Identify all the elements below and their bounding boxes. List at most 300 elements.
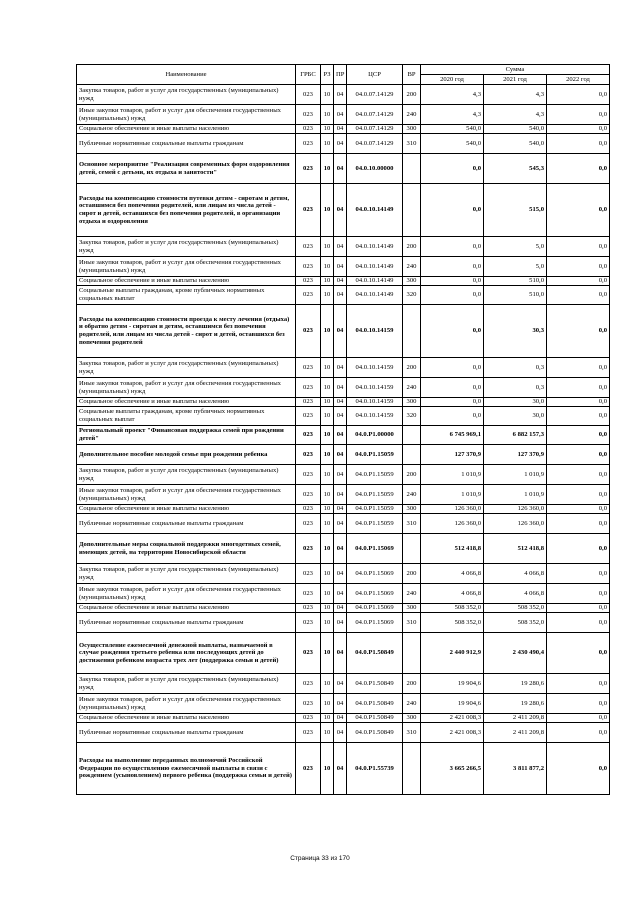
row-rz: 10 — [321, 378, 334, 398]
row-grbs: 023 — [296, 378, 321, 398]
row-vr: 200 — [403, 564, 421, 584]
row-amount-2022: 0,0 — [547, 584, 610, 604]
row-amount-2020: 2 421 008,3 — [421, 714, 484, 723]
header-sum: Сумма — [421, 65, 610, 75]
row-amount-2022: 0,0 — [547, 237, 610, 257]
table-row — [77, 257, 610, 277]
row-amount-2022: 0,0 — [547, 465, 610, 485]
table-row — [77, 305, 610, 358]
row-vr: 300 — [403, 125, 421, 134]
row-vr: 200 — [403, 674, 421, 694]
row-amount-2020: 508 352,0 — [421, 604, 484, 613]
row-grbs: 023 — [296, 257, 321, 277]
row-rz: 10 — [321, 445, 334, 465]
row-amount-2022: 0,0 — [547, 257, 610, 277]
row-amount-2020: 126 360,0 — [421, 505, 484, 514]
row-pr: 04 — [334, 257, 347, 277]
row-rz: 10 — [321, 604, 334, 613]
row-amount-2020: 0,0 — [421, 184, 484, 237]
row-grbs: 023 — [296, 485, 321, 505]
row-name: Социальное обеспечение и иные выплаты населению — [77, 277, 296, 286]
row-amount-2021: 127 370,9 — [484, 445, 547, 465]
row-amount-2020: 540,0 — [421, 125, 484, 134]
row-amount-2021: 19 280,6 — [484, 694, 547, 714]
row-name: Закупка товаров, работ и услуг для государственных (муниципальных) нужд — [77, 465, 296, 485]
table-row — [77, 723, 610, 743]
table-body — [77, 85, 610, 795]
row-amount-2021: 6 882 157,3 — [484, 426, 547, 445]
row-csr: 04.0.P1.15059 — [347, 514, 403, 534]
row-amount-2022: 0,0 — [547, 514, 610, 534]
row-grbs: 023 — [296, 465, 321, 485]
row-name: Закупка товаров, работ и услуг для государственных (муниципальных) нужд — [77, 237, 296, 257]
header-year-2022: 2022 год — [547, 75, 610, 85]
row-amount-2022: 0,0 — [547, 694, 610, 714]
row-csr: 04.0.07.14129 — [347, 125, 403, 134]
row-amount-2021: 512 418,8 — [484, 534, 547, 564]
table-row — [77, 564, 610, 584]
table-row — [77, 358, 610, 378]
row-vr: 240 — [403, 105, 421, 125]
row-vr — [403, 743, 421, 795]
row-amount-2022: 0,0 — [547, 426, 610, 445]
row-vr: 300 — [403, 604, 421, 613]
row-amount-2022: 0,0 — [547, 534, 610, 564]
row-pr: 04 — [334, 674, 347, 694]
row-name: Расходы на компенсацию стоимости путевки детям - сиротам и детям, оставшимся без попечения родителей, или лицам из числа детей - сирот и детей, оставшихся без попечения родителей, в организации отдыха и оздоровления — [77, 184, 296, 237]
row-amount-2020: 4,3 — [421, 105, 484, 125]
row-amount-2020: 0,0 — [421, 358, 484, 378]
row-amount-2021: 30,0 — [484, 398, 547, 407]
row-amount-2022: 0,0 — [547, 85, 610, 105]
row-pr: 04 — [334, 445, 347, 465]
row-csr: 04.0.10.14159 — [347, 378, 403, 398]
row-rz: 10 — [321, 305, 334, 358]
row-vr: 300 — [403, 505, 421, 514]
table-row — [77, 286, 610, 305]
table-row — [77, 465, 610, 485]
table-row — [77, 398, 610, 407]
row-csr: 04.0.P1.15069 — [347, 564, 403, 584]
row-amount-2021: 5,0 — [484, 237, 547, 257]
row-grbs: 023 — [296, 305, 321, 358]
row-pr: 04 — [334, 633, 347, 674]
row-pr: 04 — [334, 237, 347, 257]
row-rz: 10 — [321, 714, 334, 723]
row-vr — [403, 445, 421, 465]
row-amount-2021: 540,0 — [484, 134, 547, 154]
row-amount-2022: 0,0 — [547, 723, 610, 743]
row-csr: 04.0.P1.50849 — [347, 633, 403, 674]
table-row — [77, 125, 610, 134]
row-vr: 310 — [403, 613, 421, 633]
row-grbs: 023 — [296, 445, 321, 465]
row-name: Расходы на выполнение переданных полномочий Российской Федерации по осуществлению ежемесячной выплаты в связи с рождением (усыновлением) первого ребенка (поддержка семьи и детей) — [77, 743, 296, 795]
row-rz: 10 — [321, 134, 334, 154]
row-amount-2022: 0,0 — [547, 134, 610, 154]
row-csr: 04.0.10.14149 — [347, 237, 403, 257]
table-row — [77, 694, 610, 714]
row-amount-2020: 2 421 008,3 — [421, 723, 484, 743]
row-grbs: 023 — [296, 604, 321, 613]
row-vr: 310 — [403, 134, 421, 154]
row-csr: 04.0.P1.50849 — [347, 694, 403, 714]
row-grbs: 023 — [296, 184, 321, 237]
row-amount-2022: 0,0 — [547, 613, 610, 633]
row-name: Иные закупки товаров, работ и услуг для обеспечения государственных (муниципальных) нужд — [77, 105, 296, 125]
header-year-2021: 2021 год — [484, 75, 547, 85]
row-amount-2021: 1 010,9 — [484, 485, 547, 505]
table-row — [77, 674, 610, 694]
row-rz: 10 — [321, 674, 334, 694]
row-name: Иные закупки товаров, работ и услуг для обеспечения государственных (муниципальных) нужд — [77, 694, 296, 714]
row-grbs: 023 — [296, 358, 321, 378]
table-row — [77, 613, 610, 633]
row-name: Иные закупки товаров, работ и услуг для обеспечения государственных (муниципальных) нужд — [77, 378, 296, 398]
row-amount-2022: 0,0 — [547, 485, 610, 505]
row-pr: 04 — [334, 277, 347, 286]
table-row — [77, 407, 610, 426]
row-rz: 10 — [321, 584, 334, 604]
row-pr: 04 — [334, 465, 347, 485]
row-amount-2021: 5,0 — [484, 257, 547, 277]
row-vr: 240 — [403, 485, 421, 505]
row-amount-2020: 4 066,8 — [421, 564, 484, 584]
row-vr: 240 — [403, 257, 421, 277]
row-rz: 10 — [321, 154, 334, 184]
row-grbs: 023 — [296, 584, 321, 604]
row-csr: 04.0.P1.15069 — [347, 604, 403, 613]
row-vr — [403, 184, 421, 237]
row-grbs: 023 — [296, 125, 321, 134]
table-row — [77, 426, 610, 445]
row-pr: 04 — [334, 105, 347, 125]
row-csr: 04.0.10.14149 — [347, 184, 403, 237]
row-pr: 04 — [334, 723, 347, 743]
row-amount-2021: 0,3 — [484, 358, 547, 378]
row-vr: 310 — [403, 514, 421, 534]
table-row — [77, 445, 610, 465]
row-amount-2022: 0,0 — [547, 378, 610, 398]
row-rz: 10 — [321, 286, 334, 305]
row-amount-2020: 512 418,8 — [421, 534, 484, 564]
row-grbs: 023 — [296, 714, 321, 723]
row-csr: 04.0.P1.50849 — [347, 714, 403, 723]
row-rz: 10 — [321, 358, 334, 378]
row-csr: 04.0.P1.50849 — [347, 723, 403, 743]
row-csr: 04.0.P1.55739 — [347, 743, 403, 795]
row-grbs: 023 — [296, 398, 321, 407]
row-amount-2022: 0,0 — [547, 445, 610, 465]
row-grbs: 023 — [296, 723, 321, 743]
row-amount-2020: 126 360,0 — [421, 514, 484, 534]
row-pr: 04 — [334, 714, 347, 723]
row-pr: 04 — [334, 743, 347, 795]
row-pr: 04 — [334, 514, 347, 534]
row-amount-2021: 2 411 209,8 — [484, 723, 547, 743]
row-amount-2022: 0,0 — [547, 714, 610, 723]
row-amount-2020: 2 440 912,9 — [421, 633, 484, 674]
row-amount-2020: 0,0 — [421, 407, 484, 426]
row-amount-2021: 19 280,6 — [484, 674, 547, 694]
row-csr: 04.0.P1.15059 — [347, 445, 403, 465]
row-amount-2021: 126 360,0 — [484, 505, 547, 514]
row-grbs: 023 — [296, 426, 321, 445]
table-row — [77, 184, 610, 237]
row-amount-2020: 19 904,6 — [421, 674, 484, 694]
table-row — [77, 154, 610, 184]
row-amount-2020: 0,0 — [421, 237, 484, 257]
row-rz: 10 — [321, 514, 334, 534]
row-csr: 04.0.P1.15059 — [347, 505, 403, 514]
row-rz: 10 — [321, 564, 334, 584]
row-amount-2021: 510,0 — [484, 277, 547, 286]
row-rz: 10 — [321, 398, 334, 407]
row-vr: 200 — [403, 465, 421, 485]
row-pr: 04 — [334, 134, 347, 154]
header-grbs: ГРБС — [296, 65, 321, 85]
row-name: Иные закупки товаров, работ и услуг для обеспечения государственных (муниципальных) нужд — [77, 584, 296, 604]
row-amount-2020: 4,3 — [421, 85, 484, 105]
row-amount-2022: 0,0 — [547, 125, 610, 134]
row-amount-2021: 510,0 — [484, 286, 547, 305]
row-amount-2021: 4 066,8 — [484, 564, 547, 584]
row-amount-2021: 540,0 — [484, 125, 547, 134]
row-vr: 300 — [403, 714, 421, 723]
row-csr: 04.0.10.14149 — [347, 257, 403, 277]
row-grbs: 023 — [296, 237, 321, 257]
row-amount-2021: 3 811 877,2 — [484, 743, 547, 795]
row-name: Социальное обеспечение и иные выплаты населению — [77, 505, 296, 514]
row-rz: 10 — [321, 85, 334, 105]
row-rz: 10 — [321, 407, 334, 426]
row-vr — [403, 154, 421, 184]
header-pr: ПР — [334, 65, 347, 85]
row-name: Социальное обеспечение и иные выплаты населению — [77, 125, 296, 134]
row-grbs: 023 — [296, 514, 321, 534]
row-rz: 10 — [321, 633, 334, 674]
row-pr: 04 — [334, 613, 347, 633]
row-csr: 04.0.P1.15069 — [347, 584, 403, 604]
row-pr: 04 — [334, 184, 347, 237]
page-number: Страница 33 из 170 — [290, 855, 350, 862]
row-pr: 04 — [334, 584, 347, 604]
row-amount-2022: 0,0 — [547, 743, 610, 795]
row-amount-2020: 508 352,0 — [421, 613, 484, 633]
row-pr: 04 — [334, 85, 347, 105]
row-pr: 04 — [334, 505, 347, 514]
row-name: Дополнительное пособие молодой семье при рождении ребенка — [77, 445, 296, 465]
row-name: Закупка товаров, работ и услуг для государственных (муниципальных) нужд — [77, 674, 296, 694]
row-name: Социальное обеспечение и иные выплаты населению — [77, 604, 296, 613]
table-row — [77, 584, 610, 604]
table-row — [77, 714, 610, 723]
row-amount-2020: 0,0 — [421, 257, 484, 277]
row-name: Дополнительные меры социальной поддержки многодетных семей, имеющих детей, на территории Новосибирской области — [77, 534, 296, 564]
row-name: Социальное обеспечение и иные выплаты населению — [77, 398, 296, 407]
row-name: Закупка товаров, работ и услуг для государственных (муниципальных) нужд — [77, 564, 296, 584]
row-grbs: 023 — [296, 105, 321, 125]
row-csr: 04.0.07.14129 — [347, 85, 403, 105]
row-grbs: 023 — [296, 277, 321, 286]
row-csr: 04.0.07.14129 — [347, 134, 403, 154]
row-amount-2020: 6 745 969,1 — [421, 426, 484, 445]
row-vr: 240 — [403, 584, 421, 604]
row-pr: 04 — [334, 604, 347, 613]
row-amount-2020: 0,0 — [421, 378, 484, 398]
row-vr — [403, 426, 421, 445]
row-amount-2022: 0,0 — [547, 505, 610, 514]
row-csr: 04.0.P1.15059 — [347, 485, 403, 505]
row-rz: 10 — [321, 534, 334, 564]
budget-table-container — [76, 64, 610, 795]
table-row — [77, 105, 610, 125]
row-rz: 10 — [321, 743, 334, 795]
row-vr: 200 — [403, 237, 421, 257]
row-name: Основное мероприятие "Реализация современных форм оздоровления детей, семей с детьми, их отдыха и занятости" — [77, 154, 296, 184]
row-csr: 04.0.P1.15059 — [347, 465, 403, 485]
row-amount-2022: 0,0 — [547, 154, 610, 184]
table-row — [77, 633, 610, 674]
header-rz: РЗ — [321, 65, 334, 85]
row-pr: 04 — [334, 564, 347, 584]
row-amount-2022: 0,0 — [547, 564, 610, 584]
row-amount-2022: 0,0 — [547, 398, 610, 407]
row-rz: 10 — [321, 485, 334, 505]
row-amount-2022: 0,0 — [547, 277, 610, 286]
header-csr: ЦСР — [347, 65, 403, 85]
row-csr: 04.0.P1.15069 — [347, 613, 403, 633]
row-vr: 240 — [403, 694, 421, 714]
row-amount-2021: 30,3 — [484, 305, 547, 358]
table-row — [77, 604, 610, 613]
row-amount-2022: 0,0 — [547, 674, 610, 694]
row-amount-2020: 540,0 — [421, 134, 484, 154]
row-amount-2022: 0,0 — [547, 286, 610, 305]
row-name: Социальное обеспечение и иные выплаты населению — [77, 714, 296, 723]
row-name: Публичные нормативные социальные выплаты гражданам — [77, 514, 296, 534]
table-row — [77, 534, 610, 564]
row-amount-2020: 0,0 — [421, 154, 484, 184]
table-row — [77, 505, 610, 514]
row-pr: 04 — [334, 286, 347, 305]
row-pr: 04 — [334, 358, 347, 378]
row-csr: 04.0.10.14159 — [347, 398, 403, 407]
row-amount-2022: 0,0 — [547, 184, 610, 237]
row-vr: 300 — [403, 277, 421, 286]
row-amount-2022: 0,0 — [547, 105, 610, 125]
header-year-2020: 2020 год — [421, 75, 484, 85]
row-csr: 04.0.07.14129 — [347, 105, 403, 125]
row-csr: 04.0.10.14159 — [347, 305, 403, 358]
row-amount-2022: 0,0 — [547, 358, 610, 378]
row-name: Расходы на компенсацию стоимости проезда к месту лечения (отдыха) и обратно детям - сиротам и детям, оставшимся без попечения родителей, или лицам из числа детей - сирот и детей, оставшихся без попечения родителей — [77, 305, 296, 358]
row-amount-2021: 30,0 — [484, 407, 547, 426]
row-vr: 320 — [403, 286, 421, 305]
row-name: Иные закупки товаров, работ и услуг для обеспечения государственных (муниципальных) нужд — [77, 485, 296, 505]
row-csr: 04.0.10.14159 — [347, 407, 403, 426]
table-row — [77, 277, 610, 286]
row-grbs: 023 — [296, 286, 321, 305]
row-amount-2021: 4,3 — [484, 105, 547, 125]
table-row — [77, 378, 610, 398]
row-csr: 04.0.P1.15069 — [347, 534, 403, 564]
row-vr — [403, 305, 421, 358]
row-name: Закупка товаров, работ и услуг для государственных (муниципальных) нужд — [77, 85, 296, 105]
row-grbs: 023 — [296, 694, 321, 714]
row-vr: 240 — [403, 378, 421, 398]
row-amount-2020: 0,0 — [421, 277, 484, 286]
row-rz: 10 — [321, 237, 334, 257]
row-name: Осуществление ежемесячной денежной выплаты, назначаемой в случае рождения третьего ребенка или последующих детей до достижения ребенком возраста трех лет (поддержка семьи и детей) — [77, 633, 296, 674]
row-name: Иные закупки товаров, работ и услуг для обеспечения государственных (муниципальных) нужд — [77, 257, 296, 277]
row-amount-2020: 1 010,9 — [421, 465, 484, 485]
row-grbs: 023 — [296, 743, 321, 795]
row-csr: 04.0.10.14149 — [347, 286, 403, 305]
row-amount-2020: 19 904,6 — [421, 694, 484, 714]
row-vr — [403, 633, 421, 674]
header-name: Наименование — [77, 65, 296, 85]
row-grbs: 023 — [296, 154, 321, 184]
row-vr: 320 — [403, 407, 421, 426]
row-amount-2020: 3 665 266,5 — [421, 743, 484, 795]
row-amount-2021: 4 066,8 — [484, 584, 547, 604]
row-amount-2021: 1 010,9 — [484, 465, 547, 485]
row-amount-2022: 0,0 — [547, 604, 610, 613]
row-grbs: 023 — [296, 633, 321, 674]
table-row — [77, 485, 610, 505]
row-name: Публичные нормативные социальные выплаты гражданам — [77, 134, 296, 154]
row-grbs: 023 — [296, 674, 321, 694]
row-amount-2020: 0,0 — [421, 305, 484, 358]
row-name: Закупка товаров, работ и услуг для государственных (муниципальных) нужд — [77, 358, 296, 378]
row-grbs: 023 — [296, 613, 321, 633]
row-grbs: 023 — [296, 505, 321, 514]
row-rz: 10 — [321, 184, 334, 237]
budget-table — [76, 64, 610, 795]
table-row — [77, 134, 610, 154]
row-rz: 10 — [321, 105, 334, 125]
row-amount-2021: 126 360,0 — [484, 514, 547, 534]
row-csr: 04.0.P1.50849 — [347, 674, 403, 694]
row-csr: 04.0.10.14149 — [347, 277, 403, 286]
row-name: Региональный проект "Финансовая поддержка семей при рождении детей" — [77, 426, 296, 445]
row-rz: 10 — [321, 426, 334, 445]
row-amount-2021: 2 430 490,4 — [484, 633, 547, 674]
row-amount-2020: 0,0 — [421, 286, 484, 305]
row-rz: 10 — [321, 257, 334, 277]
row-pr: 04 — [334, 694, 347, 714]
row-grbs: 023 — [296, 85, 321, 105]
row-pr: 04 — [334, 378, 347, 398]
row-csr: 04.0.10.14159 — [347, 358, 403, 378]
row-rz: 10 — [321, 125, 334, 134]
row-amount-2021: 515,0 — [484, 184, 547, 237]
row-vr — [403, 534, 421, 564]
row-amount-2022: 0,0 — [547, 407, 610, 426]
row-pr: 04 — [334, 426, 347, 445]
row-amount-2021: 2 411 209,8 — [484, 714, 547, 723]
row-amount-2021: 508 352,0 — [484, 604, 547, 613]
row-vr: 200 — [403, 85, 421, 105]
row-csr: 04.0.P1.00000 — [347, 426, 403, 445]
table-row — [77, 743, 610, 795]
row-grbs: 023 — [296, 134, 321, 154]
row-vr: 310 — [403, 723, 421, 743]
row-rz: 10 — [321, 723, 334, 743]
row-vr: 300 — [403, 398, 421, 407]
row-rz: 10 — [321, 277, 334, 286]
